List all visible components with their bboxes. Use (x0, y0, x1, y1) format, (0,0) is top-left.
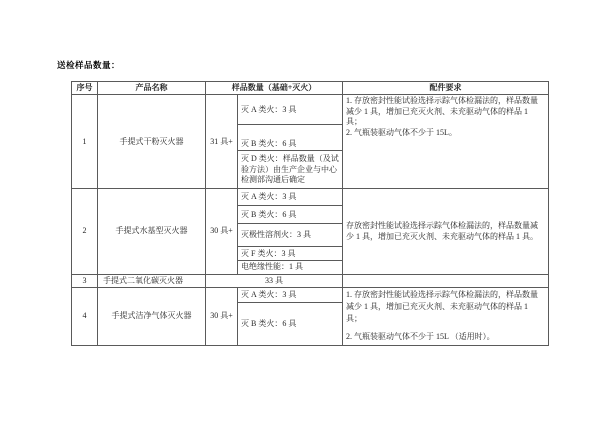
row2-serial-no: 2 (72, 189, 98, 274)
row4-accessory-line-2: 2. 气瓶装驱动气体不少于 15L （适用时）。 (346, 332, 495, 342)
table-row (72, 274, 549, 287)
page-title: 送检样品数量： (57, 60, 121, 70)
header-sample-quantity: 样品数量（基础+灭火） (206, 82, 343, 95)
row3-accessory-requirements-empty (343, 274, 549, 287)
row1-qty-total: 31 具+ (206, 95, 238, 189)
row4-serial-no: 4 (72, 288, 98, 346)
table-row (72, 95, 549, 125)
row3-product-name: 手提式二氧化碳灭火器 (98, 274, 206, 287)
row4-product-name: 手提式洁净气体灭火器 (98, 288, 206, 346)
row1-accessory-requirements (343, 95, 549, 189)
row2-qty-detail-class-a: 灭 A 类火：3 具 (238, 189, 343, 206)
row4-qty-detail-class-a: 灭 A 类火：3 具 (238, 288, 343, 303)
row2-accessory-requirements (343, 189, 549, 274)
row2-qty-detail-class-b: 灭 B 类火：6 具 (238, 206, 343, 224)
sample-quantity-table (71, 81, 549, 346)
row3-serial-no: 3 (72, 274, 98, 287)
row1-accessory-line-1: 1. 存放密封性能试验选择示踪气体检漏法的，样品数量减少 1 具，增加已充灭火剂、未充驱动气体的样品 1 具； (346, 96, 538, 127)
row4-qty-detail-class-b: 灭 B 类火：6 具 (238, 303, 343, 346)
table-row (72, 189, 549, 206)
row4-accessory-line-1: 1. 存放密封性能试验选择示踪气体检漏法的，样品数量减少 1 具，增加已充灭火剂、未充驱动气体的样品 1 具； (346, 290, 538, 324)
row1-serial-no: 1 (72, 95, 98, 189)
row1-qty-detail-class-d: 灭 D 类火：样品数量（及试验方法）由生产企业与中心检测部沟通后确定 (238, 151, 343, 189)
row2-product-name: 手提式水基型灭火器 (98, 189, 206, 274)
table-row (72, 288, 549, 303)
header-product-name: 产品名称 (98, 82, 206, 95)
row1-accessory-line-2: 2. 气瓶装驱动气体不少于 15L。 (346, 127, 457, 137)
row4-accessory-requirements (343, 288, 549, 346)
row1-product-name: 手提式干粉灭火器 (98, 95, 206, 189)
row2-qty-total: 30 具+ (206, 189, 238, 274)
row4-qty-total: 30 具+ (206, 288, 238, 346)
header-accessory-requirements: 配件要求 (343, 82, 549, 95)
row2-qty-detail-electrical-insulation: 电绝缘性能：1 具 (238, 261, 343, 274)
header-serial-no: 序号 (72, 82, 98, 95)
row3-qty-merged: 33 具 (206, 274, 343, 287)
row2-qty-detail-polar-solvent: 灭极性溶剂火：3 具 (238, 224, 343, 247)
row2-qty-detail-class-f: 灭 F 类火：3 具 (238, 247, 343, 261)
row2-accessory-line-1: 存放密封性能试验选择示踪气体检漏法的，样品数量减少 1 具，增加已充灭火剂、未充驱动气体的样品 1 具。 (346, 221, 538, 241)
row1-qty-detail-class-b: 灭 B 类火：6 具 (238, 125, 343, 151)
row1-qty-detail-class-a: 灭 A 类火：3 具 (238, 95, 343, 125)
table-header-row (72, 82, 549, 95)
